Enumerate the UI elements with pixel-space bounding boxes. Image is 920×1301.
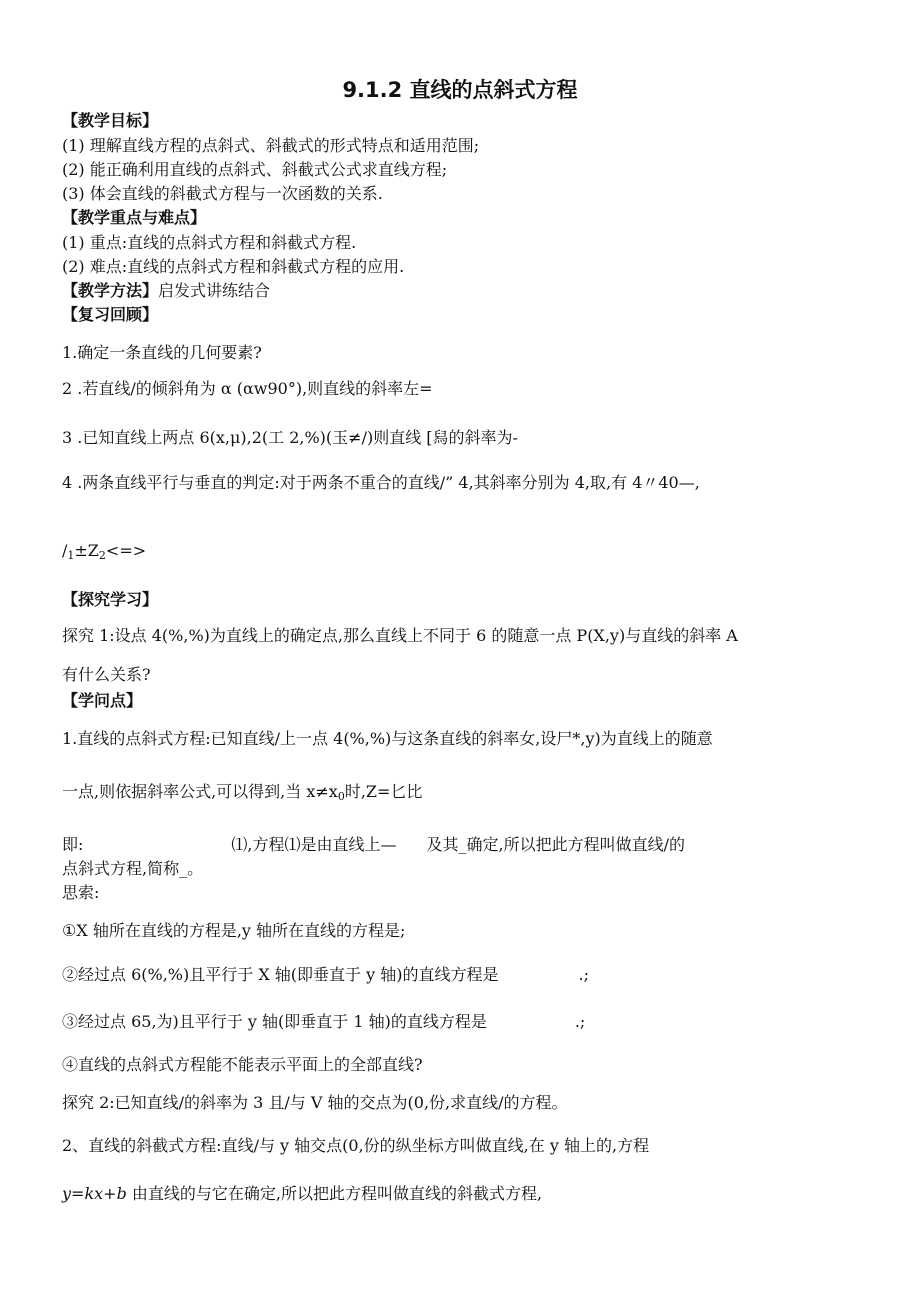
review-item-5: [62, 541, 146, 563]
key-point-2: (2) 难点:直线的点斜式方程和斜截式方程的应用.: [62, 257, 405, 276]
page-title: 9.1.2 直线的点斜式方程: [342, 78, 578, 102]
review-item-5-sub1: 1: [67, 549, 75, 562]
method-line: [62, 281, 270, 301]
knowledge-p1-line1: 1.直线的点斜式方程:已知直线/上一点 4(%,%)与这条直线的斜率女,设尸*,y)为直线上的随意: [62, 729, 713, 748]
review-item-4: 4 .两条直线平行与垂直的判定:对于两条不重合的直线/” 4,其斜率分别为 4,取,有 4〃40—,: [62, 473, 700, 492]
knowledge-p2: [62, 835, 685, 855]
think-q3-b: .;: [574, 1012, 586, 1031]
knowledge-p1-line2: [62, 782, 422, 804]
knowledge-p1-line2-sub: 0: [337, 790, 345, 803]
knowledge-p1-line2-a: 一点,则依据斜率公式,可以得到,当 x≠x: [62, 782, 338, 801]
goals-heading: 【教学目标】: [62, 111, 159, 130]
think-q2-a: ②经过点 6(%,%)且平行于 X 轴(即垂直于 y 轴)的直线方程是: [62, 965, 499, 984]
knowledge-p5-text: 由直线的与它在确定,所以把此方程叫做直线的斜截式方程,: [126, 1184, 543, 1203]
review-item-2: 2 .若直线/的倾斜角为 α (αw90°),则直线的斜率左=: [62, 379, 433, 398]
think-q3: [62, 1012, 585, 1032]
review-item-5-a: /: [62, 541, 68, 560]
review-item-1: 1.确定一条直线的几何要素?: [62, 343, 262, 362]
goal-item-2: (2) 能正确利用直线的点斜式、斜截式公式求直线方程;: [62, 160, 448, 179]
think-label: 思索:: [62, 883, 100, 902]
knowledge-p4: 2、直线的斜截式方程:直线/与 y 轴交点(0,份的纵坐标方叫做直线,在 y 轴上的,方程: [62, 1136, 650, 1155]
review-heading: 【复习回顾】: [62, 305, 159, 324]
method-text: 启发式讲练结合: [158, 281, 271, 300]
knowledge-p1-line2-b: 时,Z=匕比: [344, 782, 423, 801]
knowledge-p3: 点斜式方程,简称_。: [62, 859, 204, 878]
review-item-5-c: <=>: [105, 541, 147, 560]
explore-heading: 【探究学习】: [62, 590, 159, 609]
explore-line-2: 有什么关系?: [62, 665, 151, 684]
slope-intercept-formula: y=kx+b: [62, 1184, 127, 1203]
method-heading: 【教学方法】: [62, 281, 159, 300]
review-item-3: 3 .已知直线上两点 6(x,μ),2(工 2,%)(玉≠/)则直线 [舄的斜率为-: [62, 428, 518, 447]
think-q3-a: ③经过点 65,为)且平行于 y 轴(即垂直于 1 轴)的直线方程是: [62, 1012, 487, 1031]
knowledge-p2-b: ⑴,方程⑴是由直线上—: [231, 835, 397, 854]
think-q1: ①X 轴所在直线的方程是,y 轴所在直线的方程是;: [62, 921, 406, 940]
knowledge-p2-a: 即:: [62, 835, 84, 854]
knowledge-p5: [62, 1184, 542, 1204]
think-q2: [62, 965, 589, 985]
review-item-5-sub2: 2: [98, 549, 106, 562]
knowledge-heading: 【学问点】: [62, 691, 143, 710]
think-q4: ④直线的点斜式方程能不能表示平面上的全部直线?: [62, 1055, 423, 1074]
knowledge-p2-c: 及其_确定,所以把此方程叫做直线/的: [426, 835, 685, 854]
key-points-heading: 【教学重点与难点】: [62, 208, 207, 227]
review-item-5-b: ±Z: [74, 541, 99, 560]
goal-item-1: (1) 理解直线方程的点斜式、斜截式的形式特点和适用范围;: [62, 136, 480, 155]
goal-item-3: (3) 体会直线的斜截式方程与一次函数的关系.: [62, 184, 383, 203]
key-point-1: (1) 重点:直线的点斜式方程和斜截式方程.: [62, 233, 357, 252]
think-q2-b: .;: [578, 965, 589, 984]
explore-line-1: 探究 1:设点 4(%,%)为直线上的确定点,那么直线上不同于 6 的随意一点 P(X,y)与直线的斜率 A: [62, 626, 738, 645]
explore-2: 探究 2:已知直线/的斜率为 3 且/与 V 轴的交点为(0,份,求直线/的方程。: [62, 1093, 568, 1112]
